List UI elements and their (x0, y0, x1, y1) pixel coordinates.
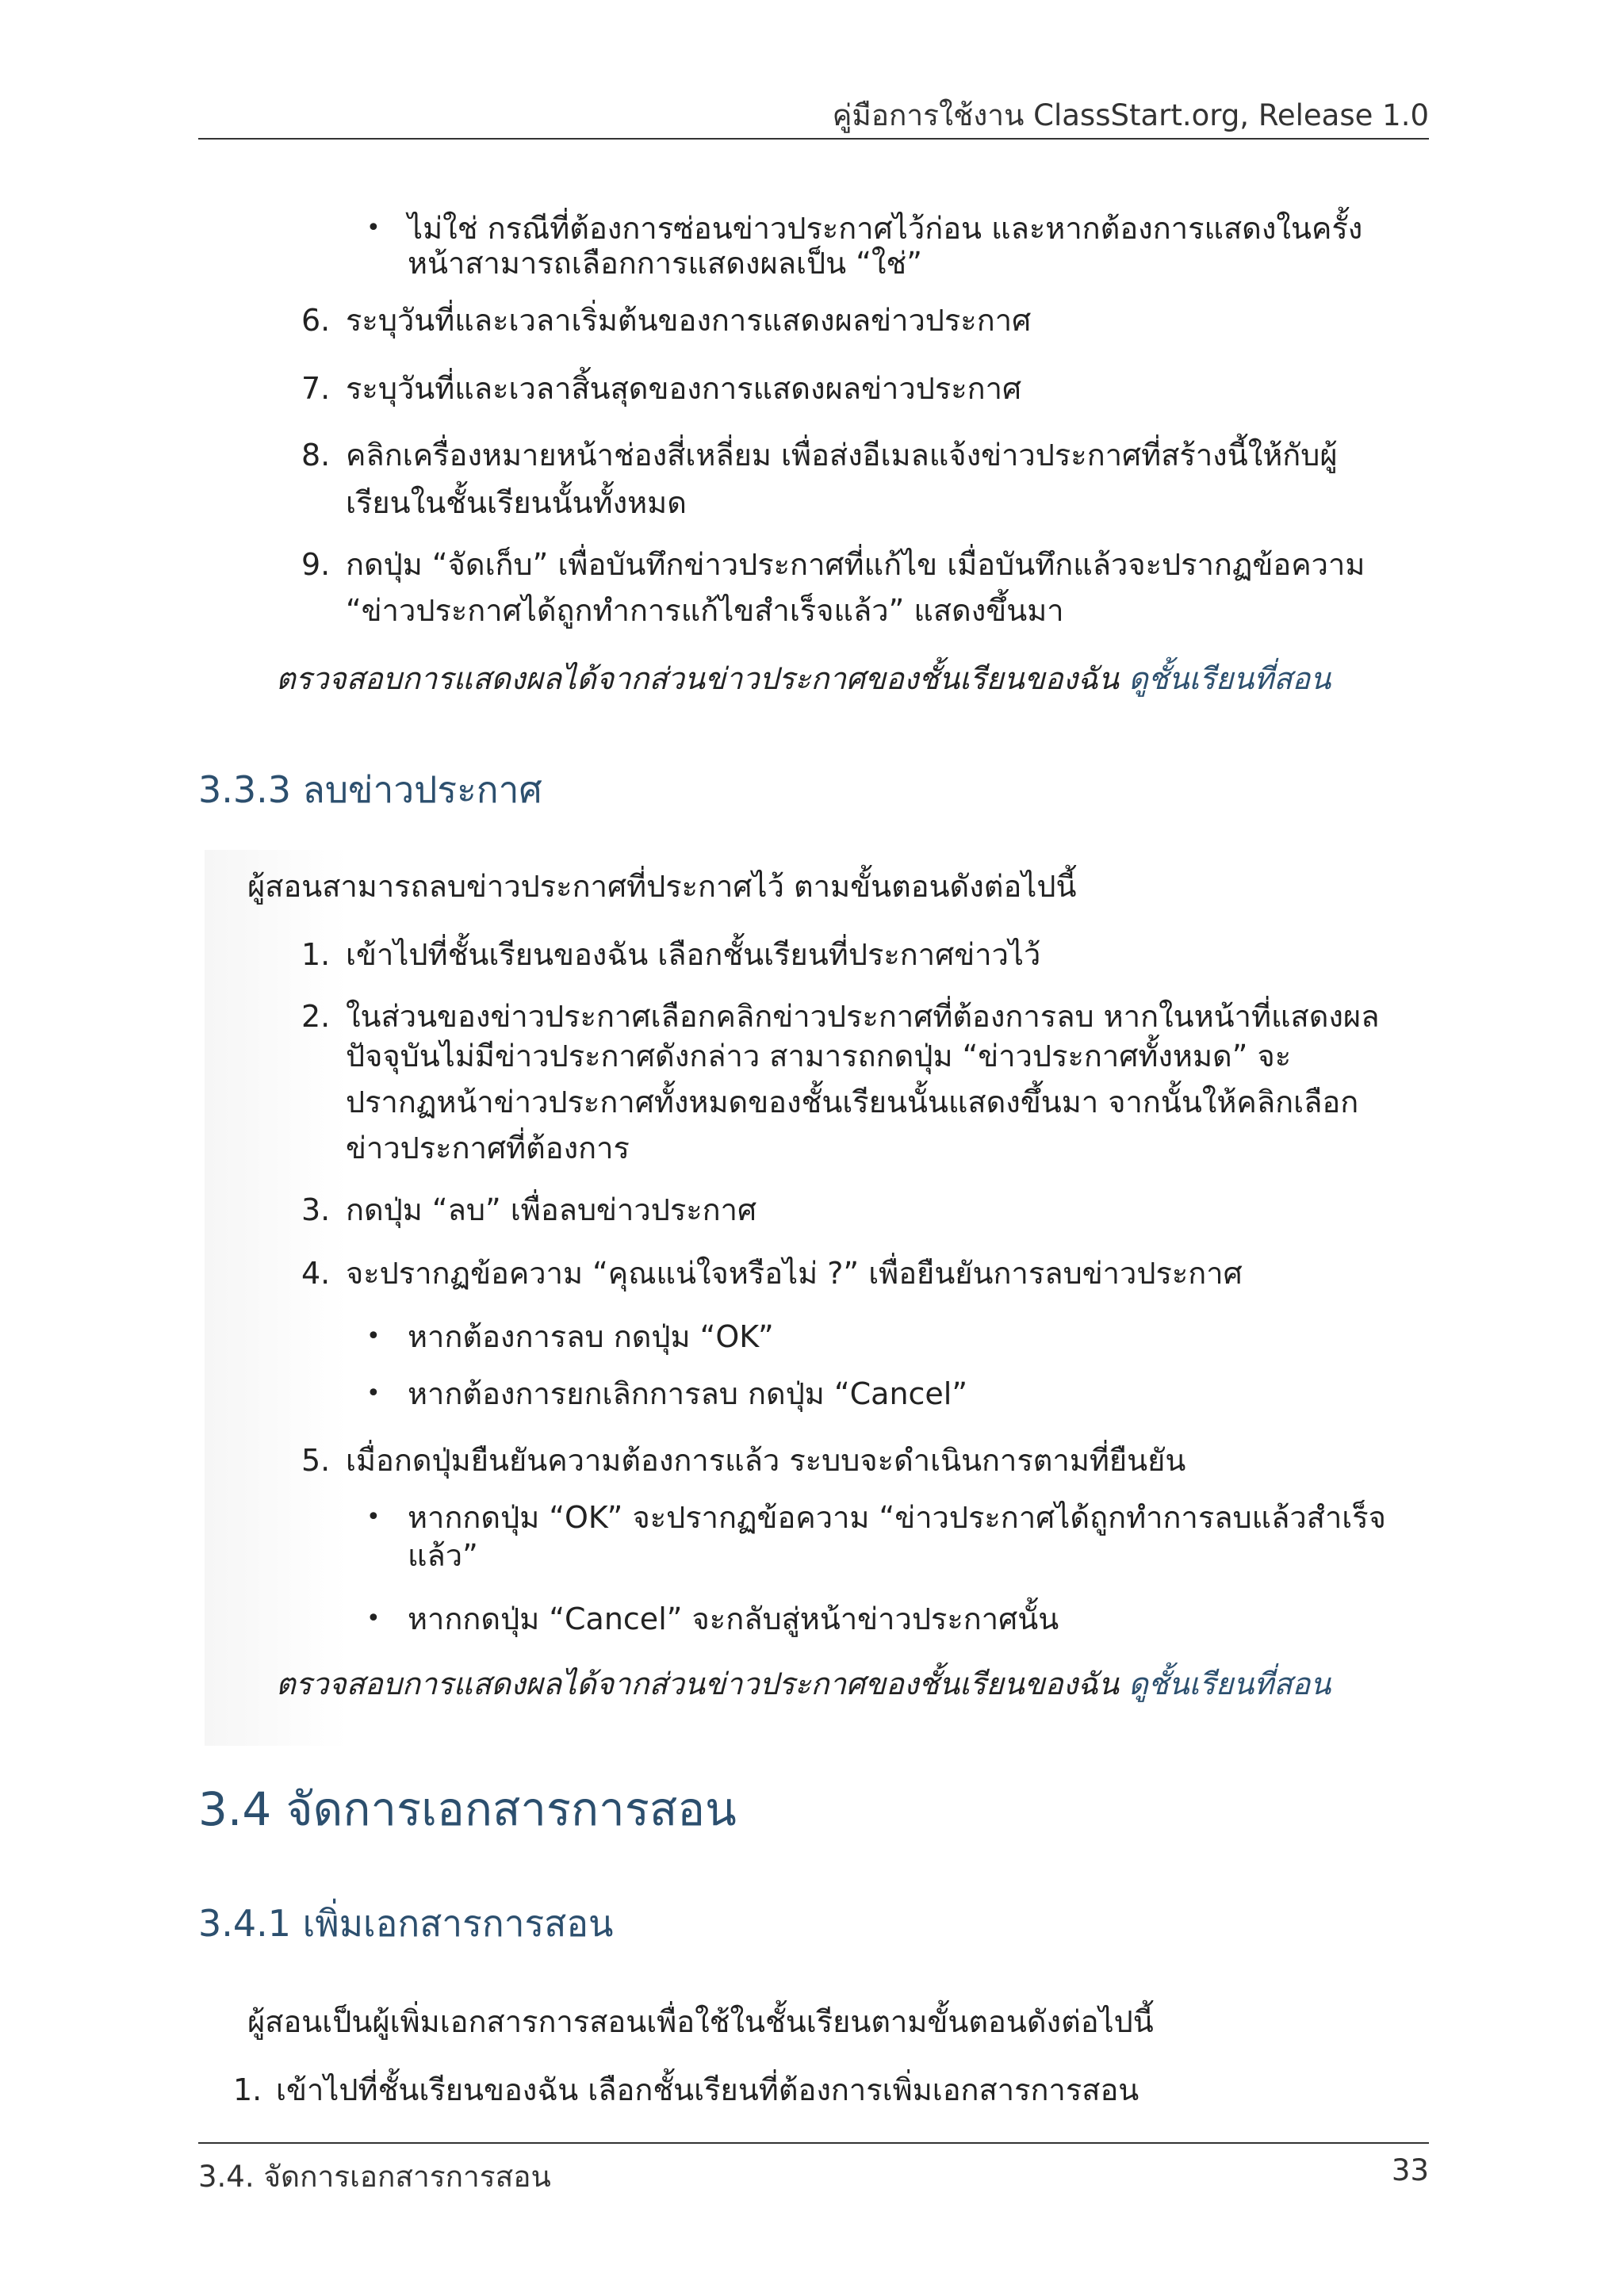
header-title: คู่มือการใช้งาน ClassStart.org, Release 1.0 (832, 98, 1429, 132)
bullet-text: แล้ว” (408, 1538, 478, 1573)
step-text: ปรากฏหน้าข่าวประกาศทั้งหมดของชั้นเรียนนั้นแสดงขึ้นมา จากนั้นให้คลิกเลือก (346, 1085, 1359, 1119)
step-text: ระบุวันที่และเวลาสิ้นสุดของการแสดงผลข่าวประกาศ (346, 371, 1022, 406)
running-footer (198, 2142, 1429, 2199)
step-number: 1. (233, 2072, 262, 2107)
section-intro: ผู้สอนสามารถลบข่าวประกาศที่ประกาศไว้ ตามขั้นตอนดังต่อไปนี้ (247, 869, 1077, 904)
step-text: กดปุ่ม “จัดเก็บ” เพื่อบันทึกข่าวประกาศที่แก้ไข เมื่อบันทึกแล้วจะปรากฏข้อความ (346, 547, 1365, 582)
step-number: 7. (301, 371, 331, 406)
step-number: 4. (301, 1256, 331, 1291)
bullet-marker: • (366, 1605, 381, 1632)
step-text: ปัจจุบันไม่มีข่าวประกาศดังกล่าว สามารถกดปุ่ม “ข่าวประกาศทั้งหมด” จะ (346, 1039, 1292, 1073)
check-note-text: ตรวจสอบการแสดงผลได้จากส่วนข่าวประกาศของชั้นเรียนของฉัน (276, 1667, 1119, 1701)
step-number: 1. (301, 937, 331, 972)
bullet-marker: • (366, 214, 381, 242)
check-note-text: ตรวจสอบการแสดงผลได้จากส่วนข่าวประกาศของชั้นเรียนของฉัน (276, 661, 1119, 696)
section-intro: ผู้สอนเป็นผู้เพิ่มเอกสารการสอนเพื่อใช้ในชั้นเรียนตามขั้นตอนดังต่อไปนี้ (247, 2004, 1154, 2039)
view-teaching-classes-link[interactable]: ดูชั้นเรียนที่สอน (1128, 1667, 1331, 1701)
step-text: เข้าไปที่ชั้นเรียนของฉัน เลือกชั้นเรียนที่ต้องการเพิ่มเอกสารการสอน (276, 2072, 1139, 2107)
bullet-marker: • (366, 1380, 381, 1407)
bullet-text: หากกดปุ่ม “Cancel” จะกลับสู่หน้าข่าวประกาศนั้น (408, 1601, 1059, 1636)
bullet-marker: • (366, 1503, 381, 1531)
step-text: ระบุวันที่และเวลาเริ่มต้นของการแสดงผลข่าวประกาศ (346, 303, 1032, 338)
step-text: เข้าไปที่ชั้นเรียนของฉัน เลือกชั้นเรียนที่ประกาศข่าวไว้ (346, 937, 1041, 972)
step-number: 3. (301, 1192, 331, 1227)
step-number: 8. (301, 438, 331, 473)
step-text: เรียนในชั้นเรียนนั้นทั้งหมด (346, 485, 687, 520)
check-note (276, 658, 1331, 699)
footer-section: 3.4. จัดการเอกสารการสอน (198, 2160, 551, 2194)
bullet-text: หากกดปุ่ม “OK” จะปรากฏข้อความ “ข่าวประกาศได้ถูกทำการลบแล้วสำเร็จ (408, 1500, 1386, 1535)
step-number: 9. (301, 547, 331, 582)
step-text: “ข่าวประกาศได้ถูกทำการแก้ไขสำเร็จแล้ว” แสดงขึ้นมา (346, 593, 1064, 628)
bullet-no-line1: ไม่ใช่ กรณีที่ต้องการซ่อนข่าวประกาศไว้ก่อน และหากต้องการแสดงในครั้ง (408, 211, 1363, 246)
step-text: จะปรากฏข้อความ “คุณแน่ใจหรือไม่ ?” เพื่อยืนยันการลบข่าวประกาศ (346, 1256, 1243, 1291)
page-number: 33 (1391, 2153, 1429, 2187)
step-number: 6. (301, 303, 331, 338)
step-text: ข่าวประกาศที่ต้องการ (346, 1131, 630, 1165)
step-number: 2. (301, 999, 331, 1034)
bullet-no-line2: หน้าสามารถเลือกการแสดงผลเป็น “ใช่” (408, 246, 922, 281)
step-text: กดปุ่ม “ลบ” เพื่อลบข่าวประกาศ (346, 1192, 757, 1227)
bullet-text: หากต้องการยกเลิกการลบ กดปุ่ม “Cancel” (408, 1376, 968, 1411)
check-note (276, 1663, 1331, 1705)
section-heading-3-4: 3.4 จัดการเอกสารการสอน (198, 1782, 737, 1836)
step-text: เมื่อกดปุ่มยืนยันความต้องการแล้ว ระบบจะดำเนินการตามที่ยืนยัน (346, 1443, 1186, 1478)
step-text: ในส่วนของข่าวประกาศเลือกคลิกข่าวประกาศที่ต้องการลบ หากในหน้าที่แสดงผล (346, 999, 1380, 1034)
bullet-text: หากต้องการลบ กดปุ่ม “OK” (408, 1319, 774, 1354)
step-number: 5. (301, 1443, 331, 1478)
section-heading-3-4-1: 3.4.1 เพิ่มเอกสารการสอน (198, 1902, 614, 1945)
bullet-marker: • (366, 1322, 381, 1350)
running-header (198, 94, 1429, 140)
view-teaching-classes-link[interactable]: ดูชั้นเรียนที่สอน (1128, 661, 1331, 696)
section-heading-3-3-3: 3.3.3 ลบข่าวประกาศ (198, 768, 542, 811)
step-text: คลิกเครื่องหมายหน้าช่องสี่เหลี่ยม เพื่อส่งอีเมลแจ้งข่าวประกาศที่สร้างนี้ให้กับผู้ (346, 438, 1338, 473)
